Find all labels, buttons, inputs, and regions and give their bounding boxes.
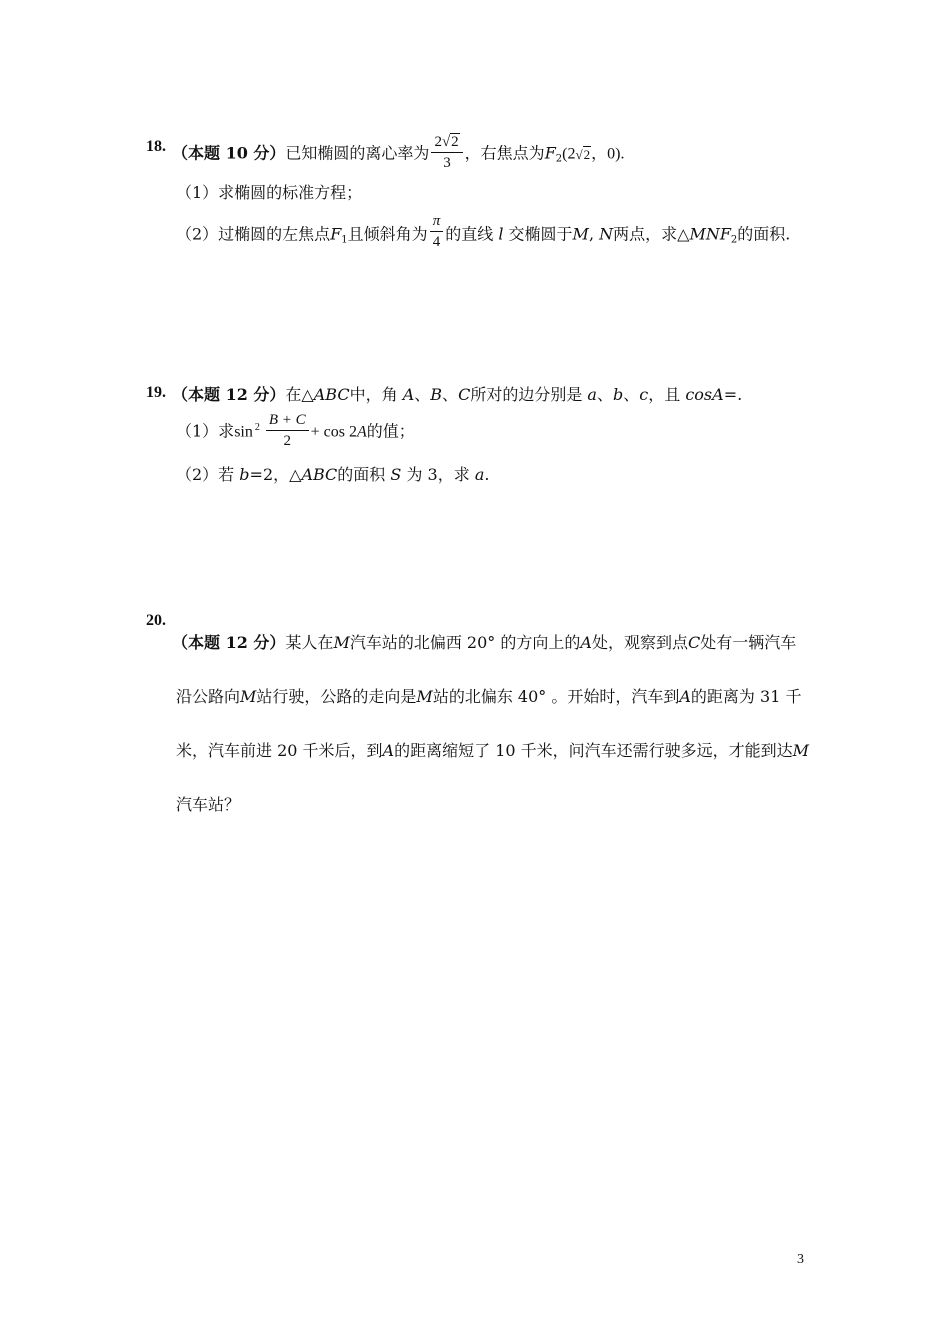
ecc-coef: 2 bbox=[434, 134, 442, 150]
var-b: b bbox=[239, 465, 250, 484]
station-m: M bbox=[416, 687, 433, 706]
text: 且倾斜角为 bbox=[347, 224, 428, 244]
text: 在△ bbox=[285, 385, 314, 404]
text: （1）求 bbox=[176, 421, 235, 441]
text: 汽车站的北偏西 20° 的方向上的 bbox=[349, 633, 581, 652]
text: 的直线 bbox=[445, 224, 494, 244]
text: 已知椭圆的离心率为 bbox=[285, 143, 430, 163]
text: =. bbox=[723, 385, 743, 404]
text: （2）过椭圆的左焦点 bbox=[176, 224, 331, 244]
problem-18-part1: （1）求椭圆的标准方程； bbox=[176, 183, 363, 202]
point-a: A bbox=[580, 633, 592, 652]
sqrt-symbol: √2 bbox=[575, 146, 591, 162]
text: 的距离缩短了 10 千米，问汽车还需行驶多远，才能到达 bbox=[394, 741, 793, 760]
text: 交椭圆于 bbox=[508, 224, 573, 244]
sin-function: sin bbox=[234, 423, 253, 441]
text: 处有一辆汽车 bbox=[700, 633, 797, 652]
station-m: M bbox=[333, 633, 350, 652]
text: （2）若 bbox=[176, 465, 235, 484]
triangle-name: MNF bbox=[689, 224, 731, 244]
problem-19-number: 19. bbox=[146, 384, 166, 401]
problem-19-part1 bbox=[176, 412, 415, 449]
station-m: M bbox=[240, 687, 257, 706]
text: 的面积. bbox=[737, 224, 791, 244]
station-m: M bbox=[792, 741, 810, 760]
text: 、 bbox=[623, 385, 640, 404]
problem-19-stem bbox=[172, 382, 742, 405]
text: 中，角 bbox=[349, 385, 398, 404]
point-n: N bbox=[599, 224, 614, 244]
text: 站行驶，公路的走向是 bbox=[256, 687, 417, 706]
angle-c: C bbox=[458, 385, 471, 404]
point-a: A bbox=[679, 687, 691, 706]
text: . bbox=[484, 465, 490, 484]
text: 处，观察到点 bbox=[591, 633, 688, 652]
half-angle-fraction bbox=[266, 412, 309, 449]
angle-a: A bbox=[402, 385, 415, 404]
text: 的面积 bbox=[337, 465, 386, 484]
line-name: l bbox=[498, 224, 504, 244]
point-m: M bbox=[572, 224, 589, 244]
text: 为 3，求 bbox=[406, 465, 470, 484]
problem-20-number: 20. bbox=[146, 612, 166, 629]
focus-label: F bbox=[544, 143, 556, 163]
text: 所对的边分别是 bbox=[470, 385, 583, 404]
problem-18-number: 18. bbox=[146, 138, 166, 155]
ecc-denominator: 3 bbox=[443, 154, 451, 171]
angle-numerator: π bbox=[430, 213, 444, 232]
side-b: b bbox=[612, 385, 624, 404]
point-a: A bbox=[382, 741, 395, 760]
left-focus: F bbox=[330, 224, 342, 244]
problem-20-line-1 bbox=[172, 630, 796, 653]
coords: ，0). bbox=[591, 145, 625, 163]
problem-18-stem bbox=[172, 134, 624, 173]
text: 某人在 bbox=[285, 633, 334, 652]
text: 的值； bbox=[366, 421, 415, 441]
cos-argument: A bbox=[357, 423, 367, 441]
text: 米，汽车前进 20 千米后，到 bbox=[176, 741, 383, 760]
ecc-radicand: 2 bbox=[451, 134, 459, 150]
text: 、 bbox=[442, 385, 459, 404]
text: 、 bbox=[596, 385, 613, 404]
side-c: c bbox=[639, 385, 649, 404]
subscript: 2 bbox=[730, 234, 738, 246]
text: =2，△ bbox=[249, 465, 302, 484]
problem-20-score-tag: （本题 12 分） bbox=[172, 633, 286, 652]
problem-19-score-tag: （本题 12 分） bbox=[172, 385, 286, 404]
angle-denominator: 4 bbox=[432, 233, 441, 250]
text: 站的北偏东 40° 。开始时，汽车到 bbox=[432, 687, 680, 706]
point-c: C bbox=[687, 633, 701, 652]
var-a: a bbox=[474, 465, 485, 484]
text: ，右焦点为 bbox=[464, 143, 545, 163]
text: 、 bbox=[414, 385, 431, 404]
side-a: a bbox=[587, 385, 597, 404]
triangle-name: ABC bbox=[313, 385, 350, 404]
text: , bbox=[588, 224, 595, 244]
problem-20-line-4: 汽车站？ bbox=[176, 795, 241, 814]
text: 两点，求△ bbox=[613, 224, 690, 244]
var-s: S bbox=[390, 465, 402, 484]
problem-20-line-2 bbox=[176, 684, 801, 707]
fraction-numerator: B + C bbox=[266, 412, 309, 431]
fraction-denominator: 2 bbox=[283, 432, 291, 449]
subscript: 2 bbox=[555, 153, 563, 165]
text: 的距离为 31 千 bbox=[690, 687, 802, 706]
problem-19-part2 bbox=[176, 462, 489, 485]
cos-expression: cosA bbox=[685, 385, 724, 404]
problem-18-part2 bbox=[176, 213, 790, 254]
triangle-name: ABC bbox=[301, 465, 338, 484]
eccentricity-fraction bbox=[431, 134, 462, 171]
superscript: 2 bbox=[254, 421, 260, 433]
text: ，且 bbox=[648, 385, 681, 404]
coords: (2 bbox=[562, 145, 576, 163]
page-number: 3 bbox=[797, 1252, 804, 1267]
problem-20-line-3 bbox=[176, 738, 809, 761]
problem-18-score-tag: （本题 10 分） bbox=[172, 143, 286, 163]
angle-fraction bbox=[430, 213, 444, 250]
sqrt-symbol: √2 bbox=[441, 134, 459, 150]
angle-b: B bbox=[430, 385, 443, 404]
cos-term: + cos 2 bbox=[310, 423, 358, 441]
subscript: 1 bbox=[341, 234, 348, 246]
coords-radicand: 2 bbox=[583, 146, 591, 162]
text: 沿公路向 bbox=[176, 687, 241, 706]
